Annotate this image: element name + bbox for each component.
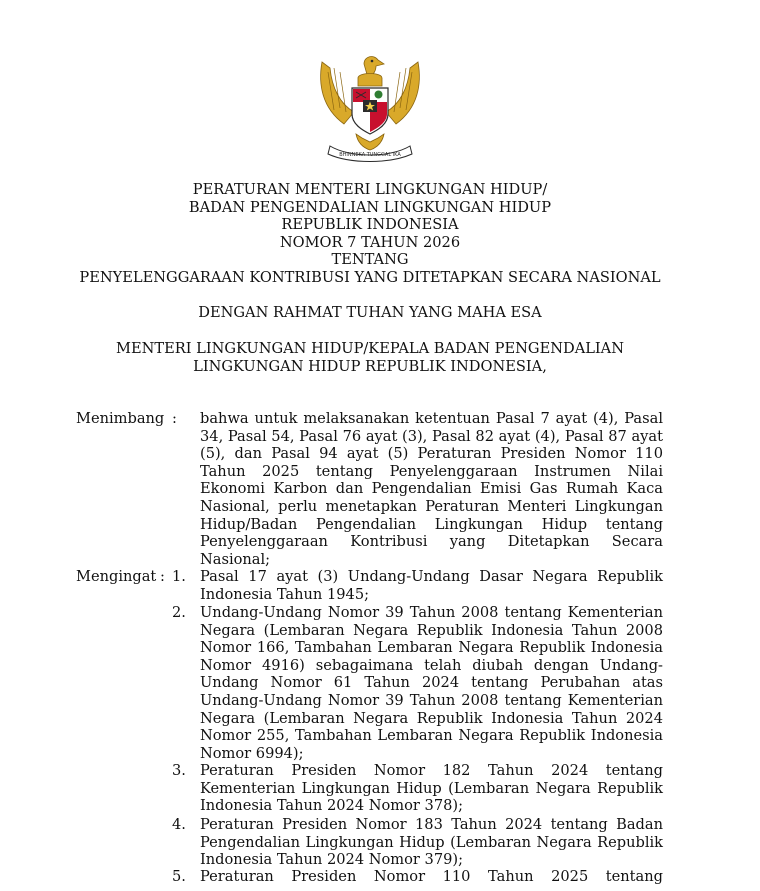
blessing-line (0, 304, 740, 322)
title-line-2: BADAN PENGENDALIAN LINGKUNGAN HIDUP (188, 198, 552, 216)
mengingat-item-4-number: 4. (172, 816, 186, 833)
title-line-5: TENTANG (331, 251, 409, 269)
svg-text:BHINNEKA TUNGGAL IKA: BHINNEKA TUNGGAL IKA (339, 152, 401, 158)
title-line-1: PERATURAN MENTERI LINGKUNGAN HIDUP/ (192, 181, 548, 198)
mengingat-item-3-text: Peraturan Presiden Nomor 182 Tahun 2024 tentang Kementerian Lingkungan Hidup (Lembaran Negara Republik Indonesia Tahun 2024 Nomor 378); (200, 762, 663, 815)
mengingat-item-5-text: Peraturan Presiden Nomor 110 Tahun 2025 tentang (200, 868, 663, 885)
mengingat-item-1-text: Pasal 17 ayat (3) Undang-Undang Dasar Negara Republik Indonesia Tahun 1945; (200, 568, 663, 603)
menimbang-text: bahwa untuk melaksanakan ketentuan Pasal 7 ayat (4), Pasal 34, Pasal 54, Pasal 76 ayat (3), Pasal 82 ayat (4), Pasal 87 ayat (5), dan Pasal 94 ayat (5) Peraturan Presiden Nomor 110 Tahun 2025 tentang Penyelenggaraan Instrumen Nilai Ekonomi Karbon dan Pengendalian Emisi Gas Rumah Kaca Nasional, perlu menetapkan Peraturan Menteri Lingkungan Hidup/Badan Pengendalian Lingkungan Hidup tentang Penyelenggaraan Kontribusi yang Ditetapkan Secara Nasional; (200, 410, 663, 568)
menimbang-label: Menimbang (76, 410, 165, 427)
mengingat-item-3-number: 3. (172, 762, 186, 779)
issuer-block (0, 340, 740, 375)
garuda-emblem-icon (314, 50, 426, 166)
mengingat-colon: : (160, 568, 165, 585)
title-line-3: REPUBLIK INDONESIA (281, 216, 459, 234)
regulation-title-block (0, 181, 740, 287)
mengingat-item-2-number: 2. (172, 604, 186, 621)
menimbang-colon: : (172, 410, 177, 427)
mengingat-label: Mengingat (76, 568, 157, 585)
issuer-line-2: LINGKUNGAN HIDUP REPUBLIK INDONESIA, (193, 357, 547, 375)
mengingat-item-1-number: 1. (172, 568, 186, 585)
issuer-line-1: MENTERI LINGKUNGAN HIDUP/KEPALA BADAN PENGENDALIAN (116, 340, 624, 357)
blessing-text: DENGAN RAHMAT TUHAN YANG MAHA ESA (198, 304, 542, 321)
mengingat-item-2-text: Undang-Undang Nomor 39 Tahun 2008 tentang Kementerian Negara (Lembaran Negara Republik Indonesia Tahun 2008 Nomor 166, Tambahan Lembaran Negara Republik Indonesia Nomor 4916) sebagaimana telah diubah dengan Undang-Undang Nomor 61 Tahun 2024 tentang Perubahan atas Undang-Undang Nomor 39 Tahun 2008 tentang Kementerian Negara (Lembaran Negara Republik Indonesia Tahun 2024 Nomor 255, Tambahan Lembaran Negara Republik Indonesia Nomor 6994); (200, 604, 663, 762)
mengingat-item-4-text: Peraturan Presiden Nomor 183 Tahun 2024 tentang Badan Pengendalian Lingkungan Hidup (Lembaran Negara Republik Indonesia Tahun 2024 Nomor 379); (200, 816, 663, 869)
title-line-4: NOMOR 7 TAHUN 2026 (279, 233, 461, 251)
title-line-6: PENYELENGGARAAN KONTRIBUSI YANG DITETAPKAN SECARA NASIONAL (79, 268, 661, 286)
mengingat-item-5-number: 5. (172, 868, 186, 885)
